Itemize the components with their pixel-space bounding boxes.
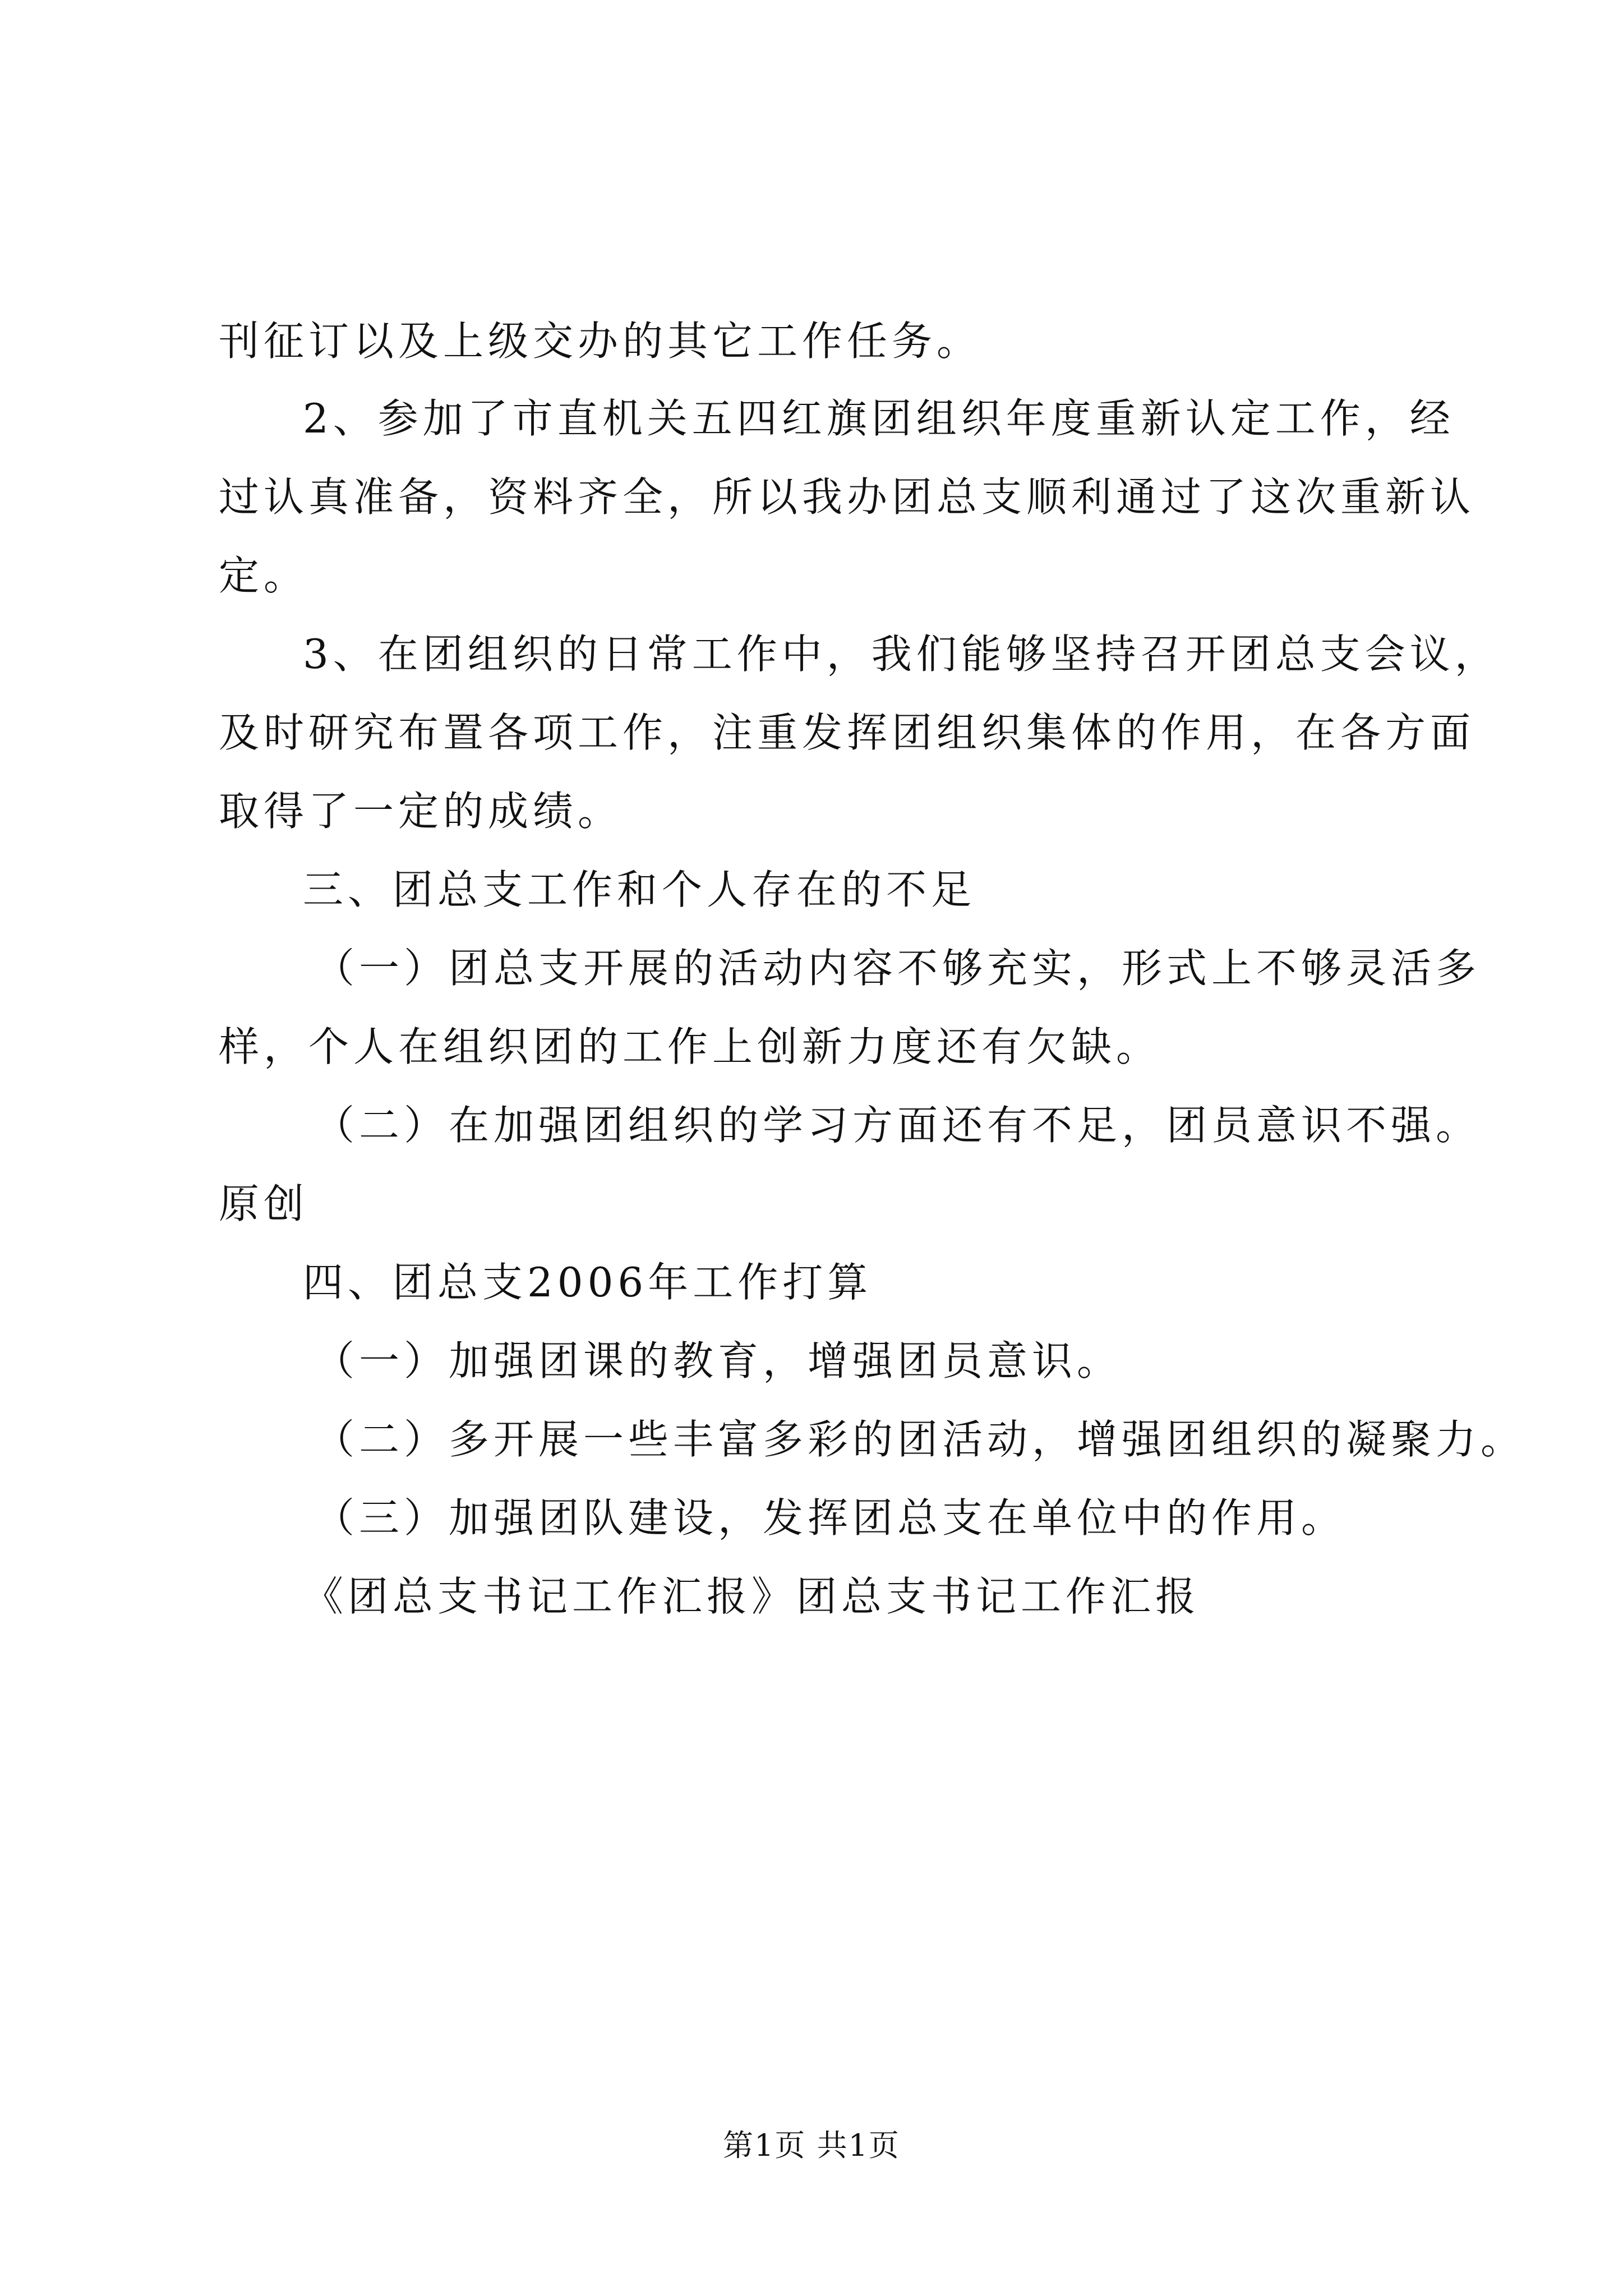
paragraph-line: （一）加强团课的教育，增强团员意识。 — [314, 1337, 1122, 1384]
paragraph-line: 刊征订以及上级交办的其它工作任务。 — [219, 318, 982, 365]
paragraph-line: （三）加强团队建设，发挥团总支在单位中的作用。 — [314, 1494, 1347, 1542]
paragraph-line: （一）团总支开展的活动内容不够充实，形式上不够灵活多 — [314, 945, 1481, 992]
paragraph-line: 2、参加了市直机关五四红旗团组织年度重新认定工作，经 — [303, 395, 1455, 442]
paragraph-line: 样，个人在组织团的工作上创新力度还有欠缺。 — [219, 1023, 1161, 1070]
section-heading: 四、团总支2006年工作打算 — [303, 1259, 873, 1306]
page-footer: 第1页 共1页 — [723, 2128, 900, 2163]
section-heading: 三、团总支工作和个人存在的不足 — [303, 866, 976, 913]
document-title-line: 《团总支书记工作汇报》团总支书记工作汇报 — [303, 1573, 1201, 1620]
paragraph-line: 及时研究布置各项工作，注重发挥团组织集体的作用，在各方面 — [219, 709, 1476, 756]
paragraph-line: （二）多开展一些丰富多彩的团活动，增强团组织的凝聚力。 — [314, 1416, 1526, 1463]
paragraph-line: 原创 — [219, 1180, 309, 1227]
paragraph-line: 定。 — [219, 552, 309, 599]
paragraph-line: 取得了一定的成绩。 — [219, 788, 623, 835]
paragraph-line: 过认真准备，资料齐全，所以我办团总支顺利通过了这次重新认 — [219, 473, 1476, 521]
paragraph-line: 3、在团组织的日常工作中，我们能够坚持召开团总支会议， — [303, 631, 1500, 678]
paragraph-line: （二）在加强团组织的学习方面还有不足，团员意识不强。 — [314, 1102, 1481, 1149]
